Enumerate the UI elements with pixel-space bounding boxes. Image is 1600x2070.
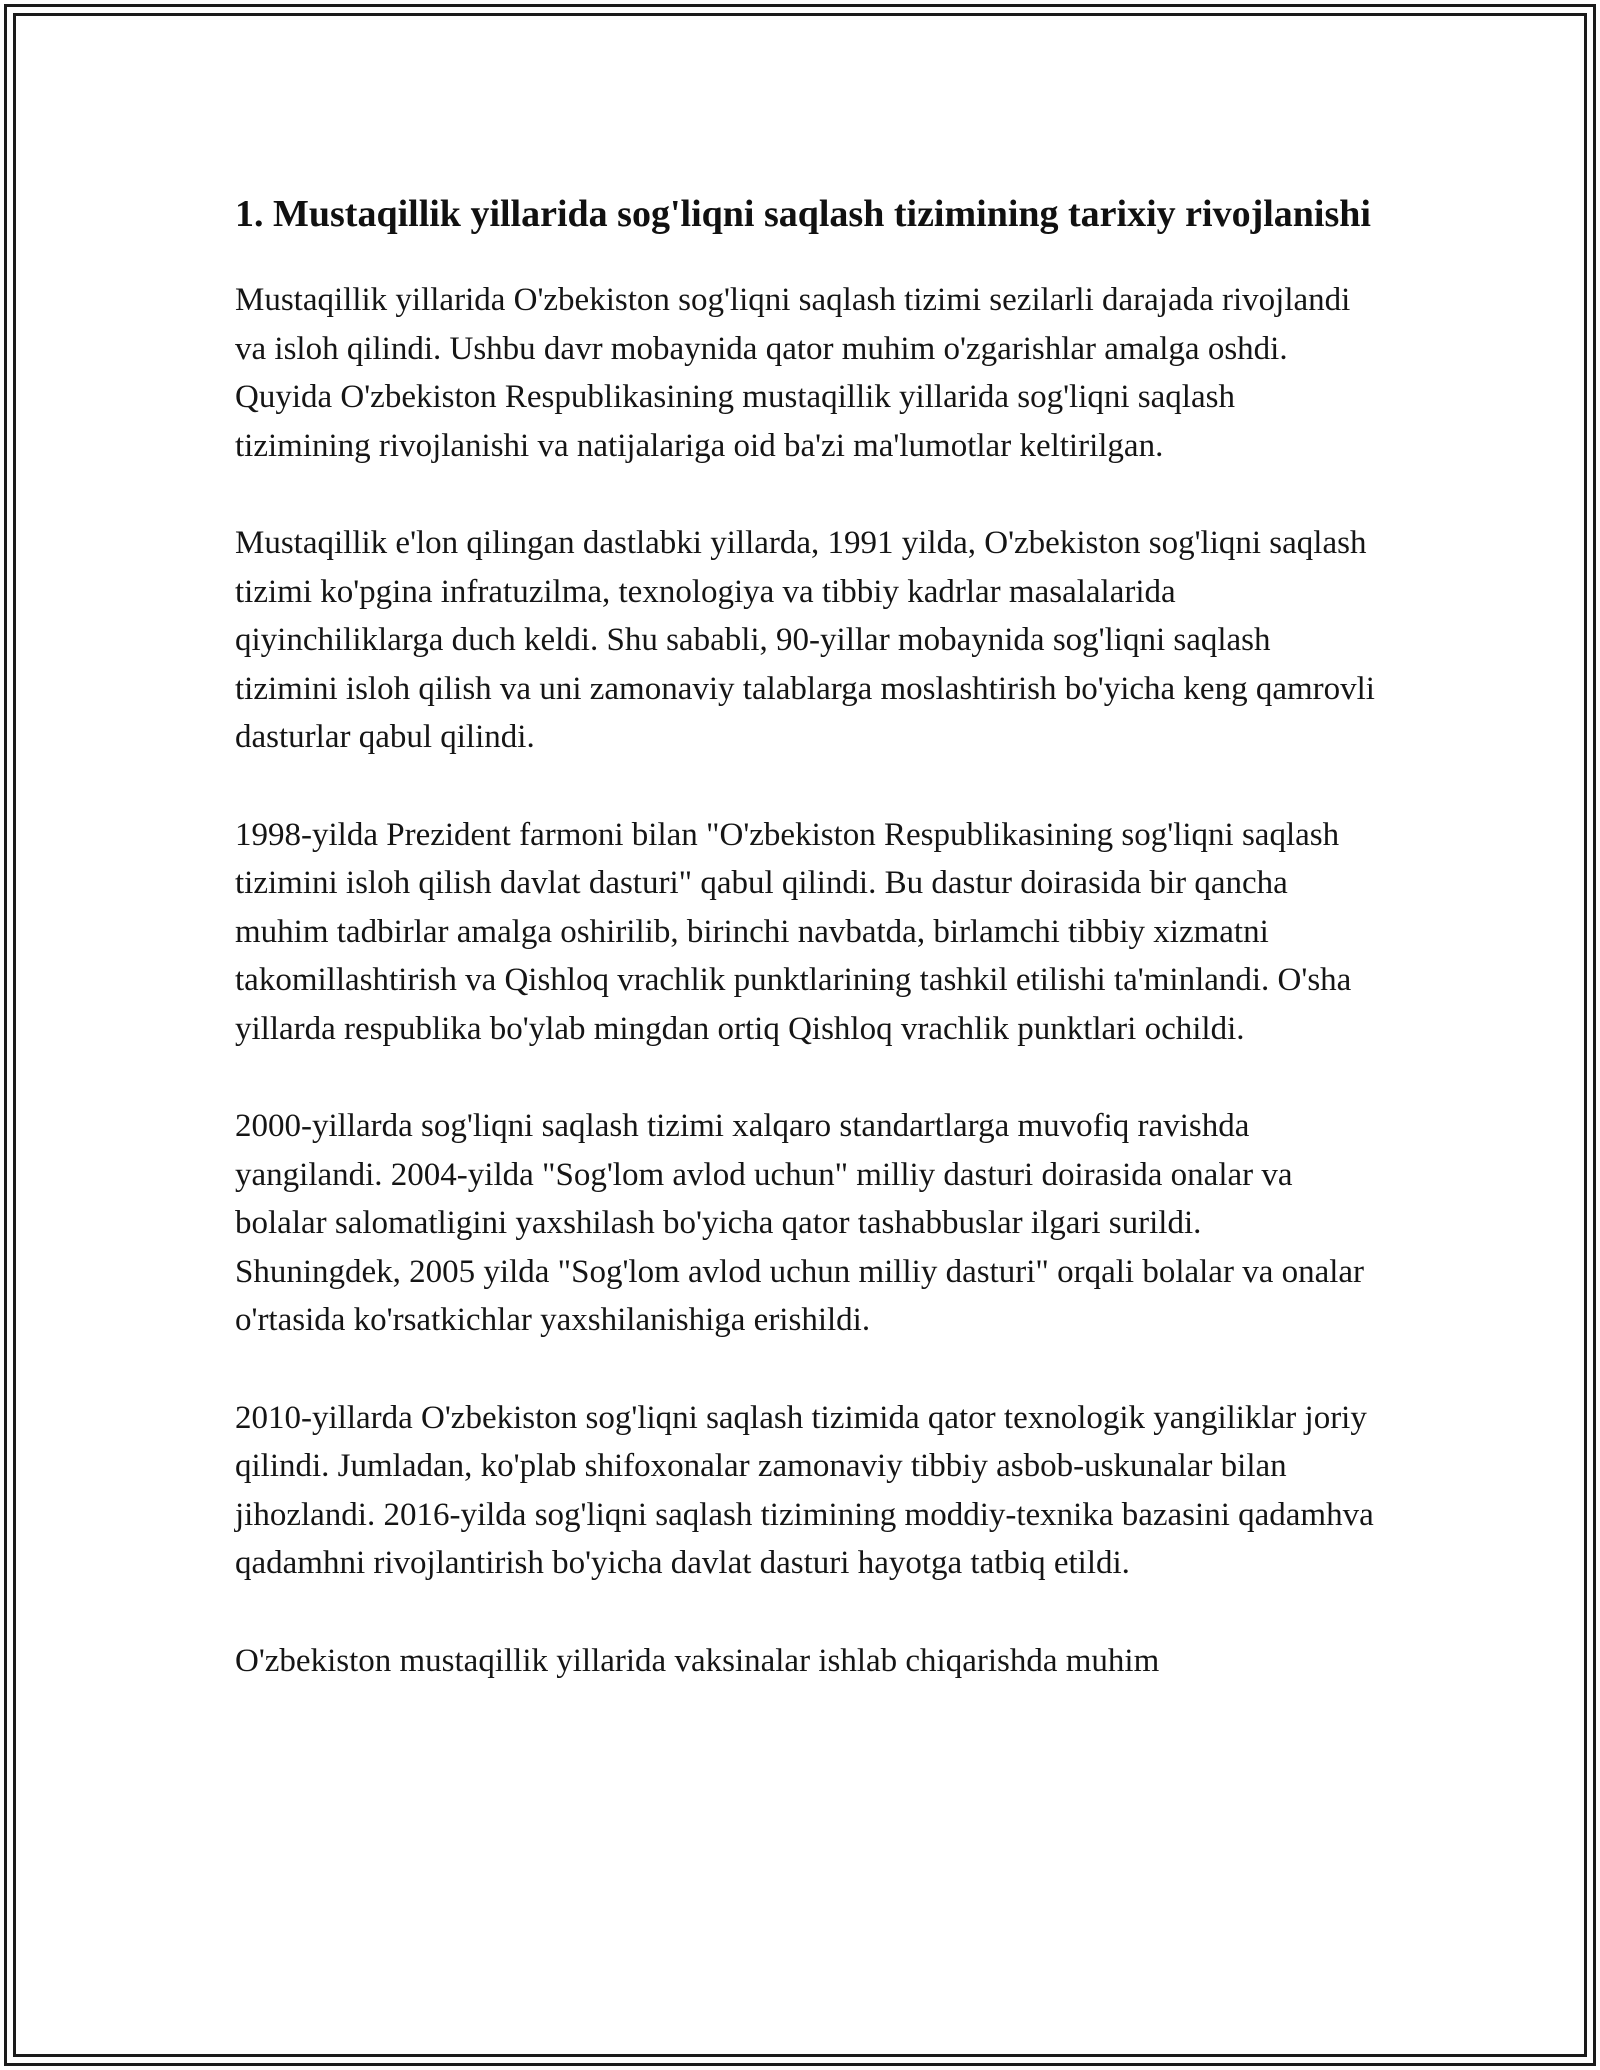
document-body (235, 186, 1375, 1734)
paragraph-2000s: 2000-yillarda sog'liqni saqlash tizimi xalqaro standartlarga muvofiq ravishda yangilandi. 2004-yilda "Sog'lom avlod uchun" milliy dasturi doirasida onalar va bolalar salomatligini yaxshilash bo'yicha qator tashabbuslar ilgari surildi. Shuningdek, 2005 yilda "Sog'lom avlod uchun milliy dasturi" orqali bolalar va onalar o'rtasida ko'rsatkichlar yaxshilanishiga erishildi. (235, 1108, 1365, 1338)
paragraph-1998: 1998-yilda Prezident farmoni bilan "O'zbekiston Respublikasining sog'liqni saqlash tizimini isloh qilish davlat dasturi" qabul qilindi. Bu dastur doirasida bir qancha muhim tadbirlar amalga oshirilib, birinchi navbatda, birlamchi tibbiy xizmatni takomillashtirish va Qishloq vrachlik punktlarining tashkil etilishi ta'minlandi. O'sha yillarda respublika bo'ylab mingdan ortiq Qishloq vrachlik punktlari ochildi. (235, 816, 1352, 1047)
paragraph-2010s: 2010-yillarda O'zbekiston sog'liqni saqlash tizimida qator texnologik yangiliklar joriy qilindi. Jumladan, ko'plab shifoxonalar zamonaviy tibbiy asbob-uskunalar bilan jihozlandi. 2016-yilda sog'liqni saqlash tizimining moddiy-texnika bazasini qadamhva qadamhni rivojlantirish bo'yicha davlat dasturi hayotga tatbiq etildi. (235, 1399, 1374, 1581)
section-heading: 1. Mustaqillik yillarida sog'liqni saqlash tizimining tarixiy rivojlanishi (235, 193, 1371, 235)
paragraph-intro: Mustaqillik yillarida O'zbekiston sog'liqni saqlash tizimi sezilarli darajada rivojlandi va isloh qilindi. Ushbu davr mobaynida qator muhim o'zgarishlar amalga oshdi. Quyida O'zbekiston Respublikasining mustaqillik yillarida sog'liqni saqlash tizimining rivojlanishi va natijalariga oid ba'zi ma'lumotlar keltirilgan. (235, 282, 1351, 464)
paragraph-vaccines: O'zbekiston mustaqillik yillarida vaksinalar ishlab chiqarishda muhim (235, 1642, 1160, 1679)
paragraph-1991: Mustaqillik e'lon qilingan dastlabki yillarda, 1991 yilda, O'zbekiston sog'liqni saqlash tizimi ko'pgina infratuzilma, texnologiya va tibbiy kadrlar masalalarida qiyinchiliklarga duch keldi. Shu sababli, 90-yillar mobaynida sog'liqni saqlash tizimini isloh qilish va uni zamonaviy talablarga moslashtirish bo'yicha keng qamrovli dasturlar qabul qilindi. (235, 525, 1375, 755)
